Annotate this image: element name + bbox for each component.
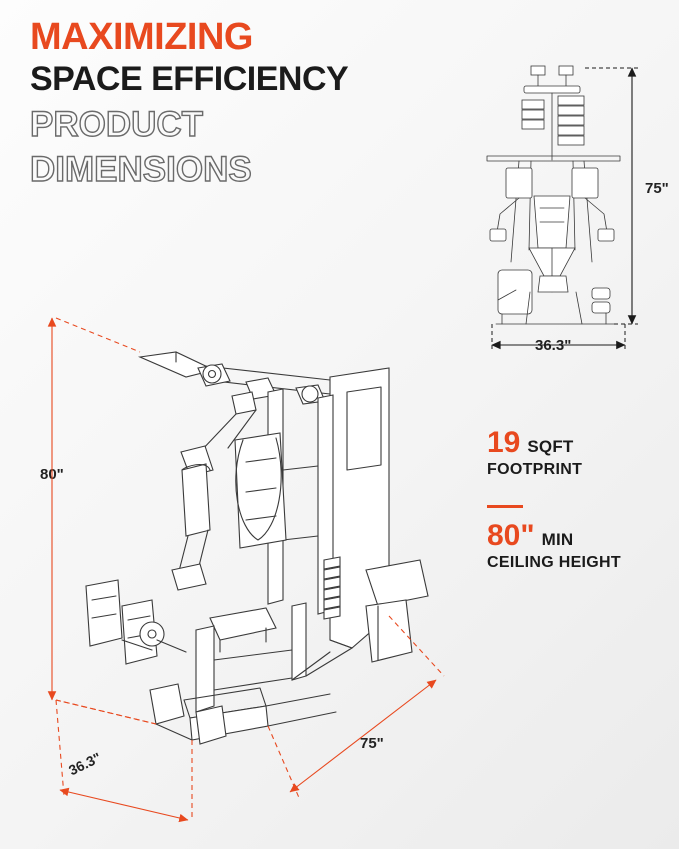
dimension-label-depth-75: 75"	[360, 735, 384, 752]
main-height-dimension	[52, 318, 156, 724]
isometric-machine-illustration	[86, 352, 428, 744]
heading-line-2: SPACE EFFICIENCY	[30, 59, 349, 98]
heading-outline-line-2: DIMENSIONS	[30, 150, 252, 190]
stats-panel	[487, 428, 662, 598]
dimension-label-width-363: 36.3"	[66, 749, 104, 779]
ground-guide-1	[56, 700, 156, 724]
stat-divider	[487, 505, 523, 508]
stat-ceiling	[487, 521, 662, 572]
stat-ceiling-number: 80"	[487, 519, 535, 552]
stat-ceiling-sub: CEILING HEIGHT	[487, 554, 621, 571]
stat-footprint-unit: SQFT	[527, 437, 574, 456]
top-view-height-label: 75"	[645, 180, 669, 197]
top-view-height-dimension	[585, 68, 638, 324]
heading-block	[30, 18, 460, 189]
main-depth-dimension	[268, 616, 444, 800]
top-view-width-label: 36.3"	[535, 337, 572, 354]
dimension-label-height-80: 80"	[40, 466, 64, 483]
heading-outline-line-1: PRODUCT	[30, 104, 204, 144]
front-view-machine-illustration	[487, 66, 620, 324]
stat-footprint-sub: FOOTPRINT	[487, 461, 583, 478]
stat-footprint	[487, 428, 662, 479]
stat-footprint-number: 19	[487, 426, 521, 459]
heading-line-1: MAXIMIZING	[30, 16, 253, 58]
stat-ceiling-unit: MIN	[541, 530, 574, 549]
